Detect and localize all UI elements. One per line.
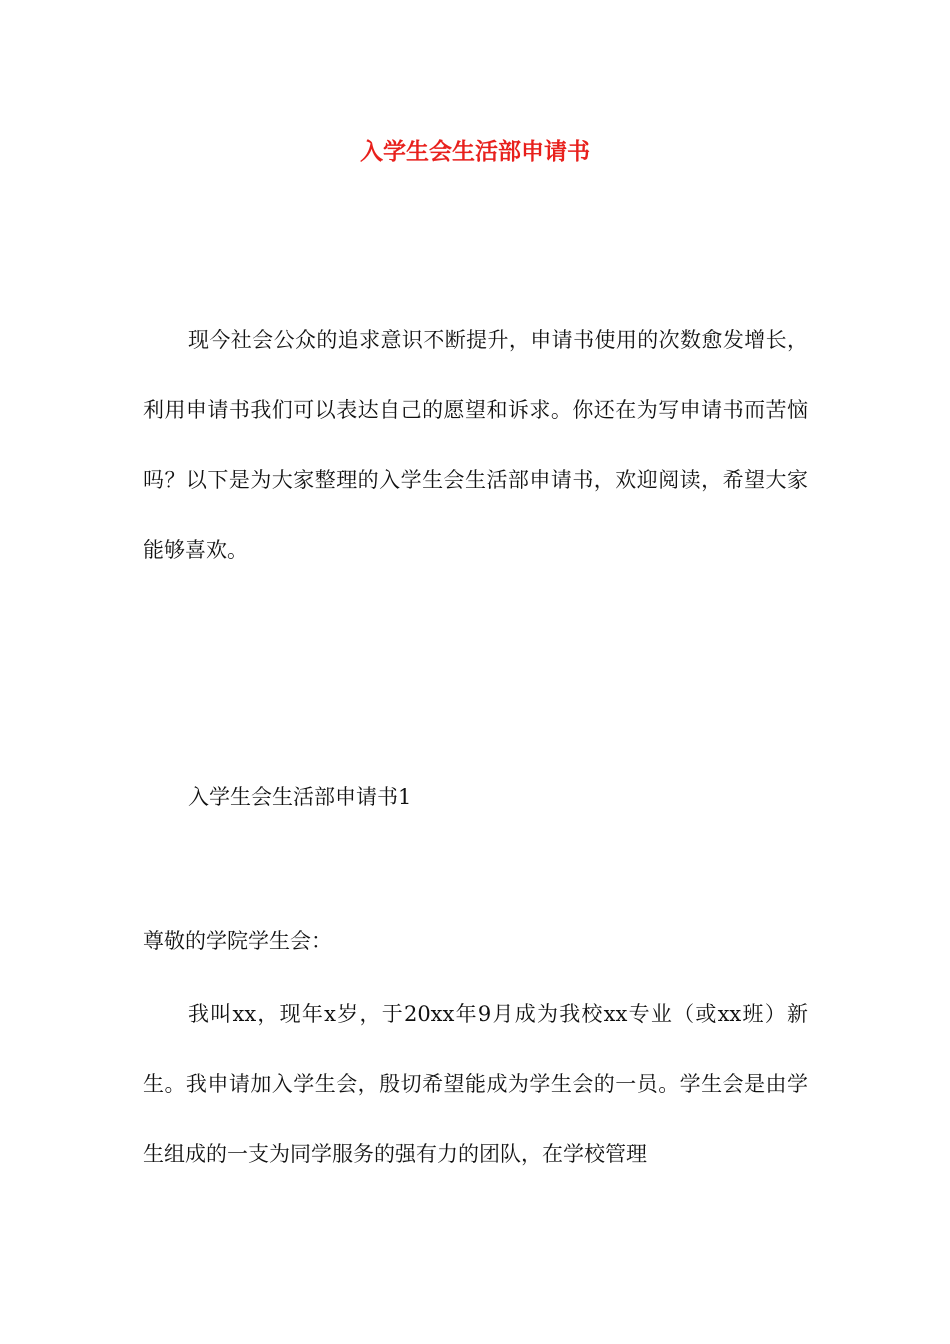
salutation: 尊敬的学院学生会： xyxy=(143,929,332,953)
intro-paragraph: 现今社会公众的追求意识不断提升，申请书使用的次数愈发增长，利用申请书我们可以表达自己的愿望和诉求。你还在为写申请书而苦恼吗？以下是为大家整理的入学生会生活部申请书，欢迎阅读，希望大家能够喜欢。 xyxy=(143,328,808,562)
document-title: 入学生会生活部申请书 xyxy=(360,139,590,165)
body-paragraph: 我叫xx，现年x岁，于20xx年9月成为我校xx专业（或xx班）新生。我申请加入学生会，殷切希望能成为学生会的一员。学生会是由学生组成的一支为同学服务的强有力的团队，在学校管理 xyxy=(143,1002,808,1166)
section-heading: 入学生会生活部申请书1 xyxy=(188,785,412,809)
